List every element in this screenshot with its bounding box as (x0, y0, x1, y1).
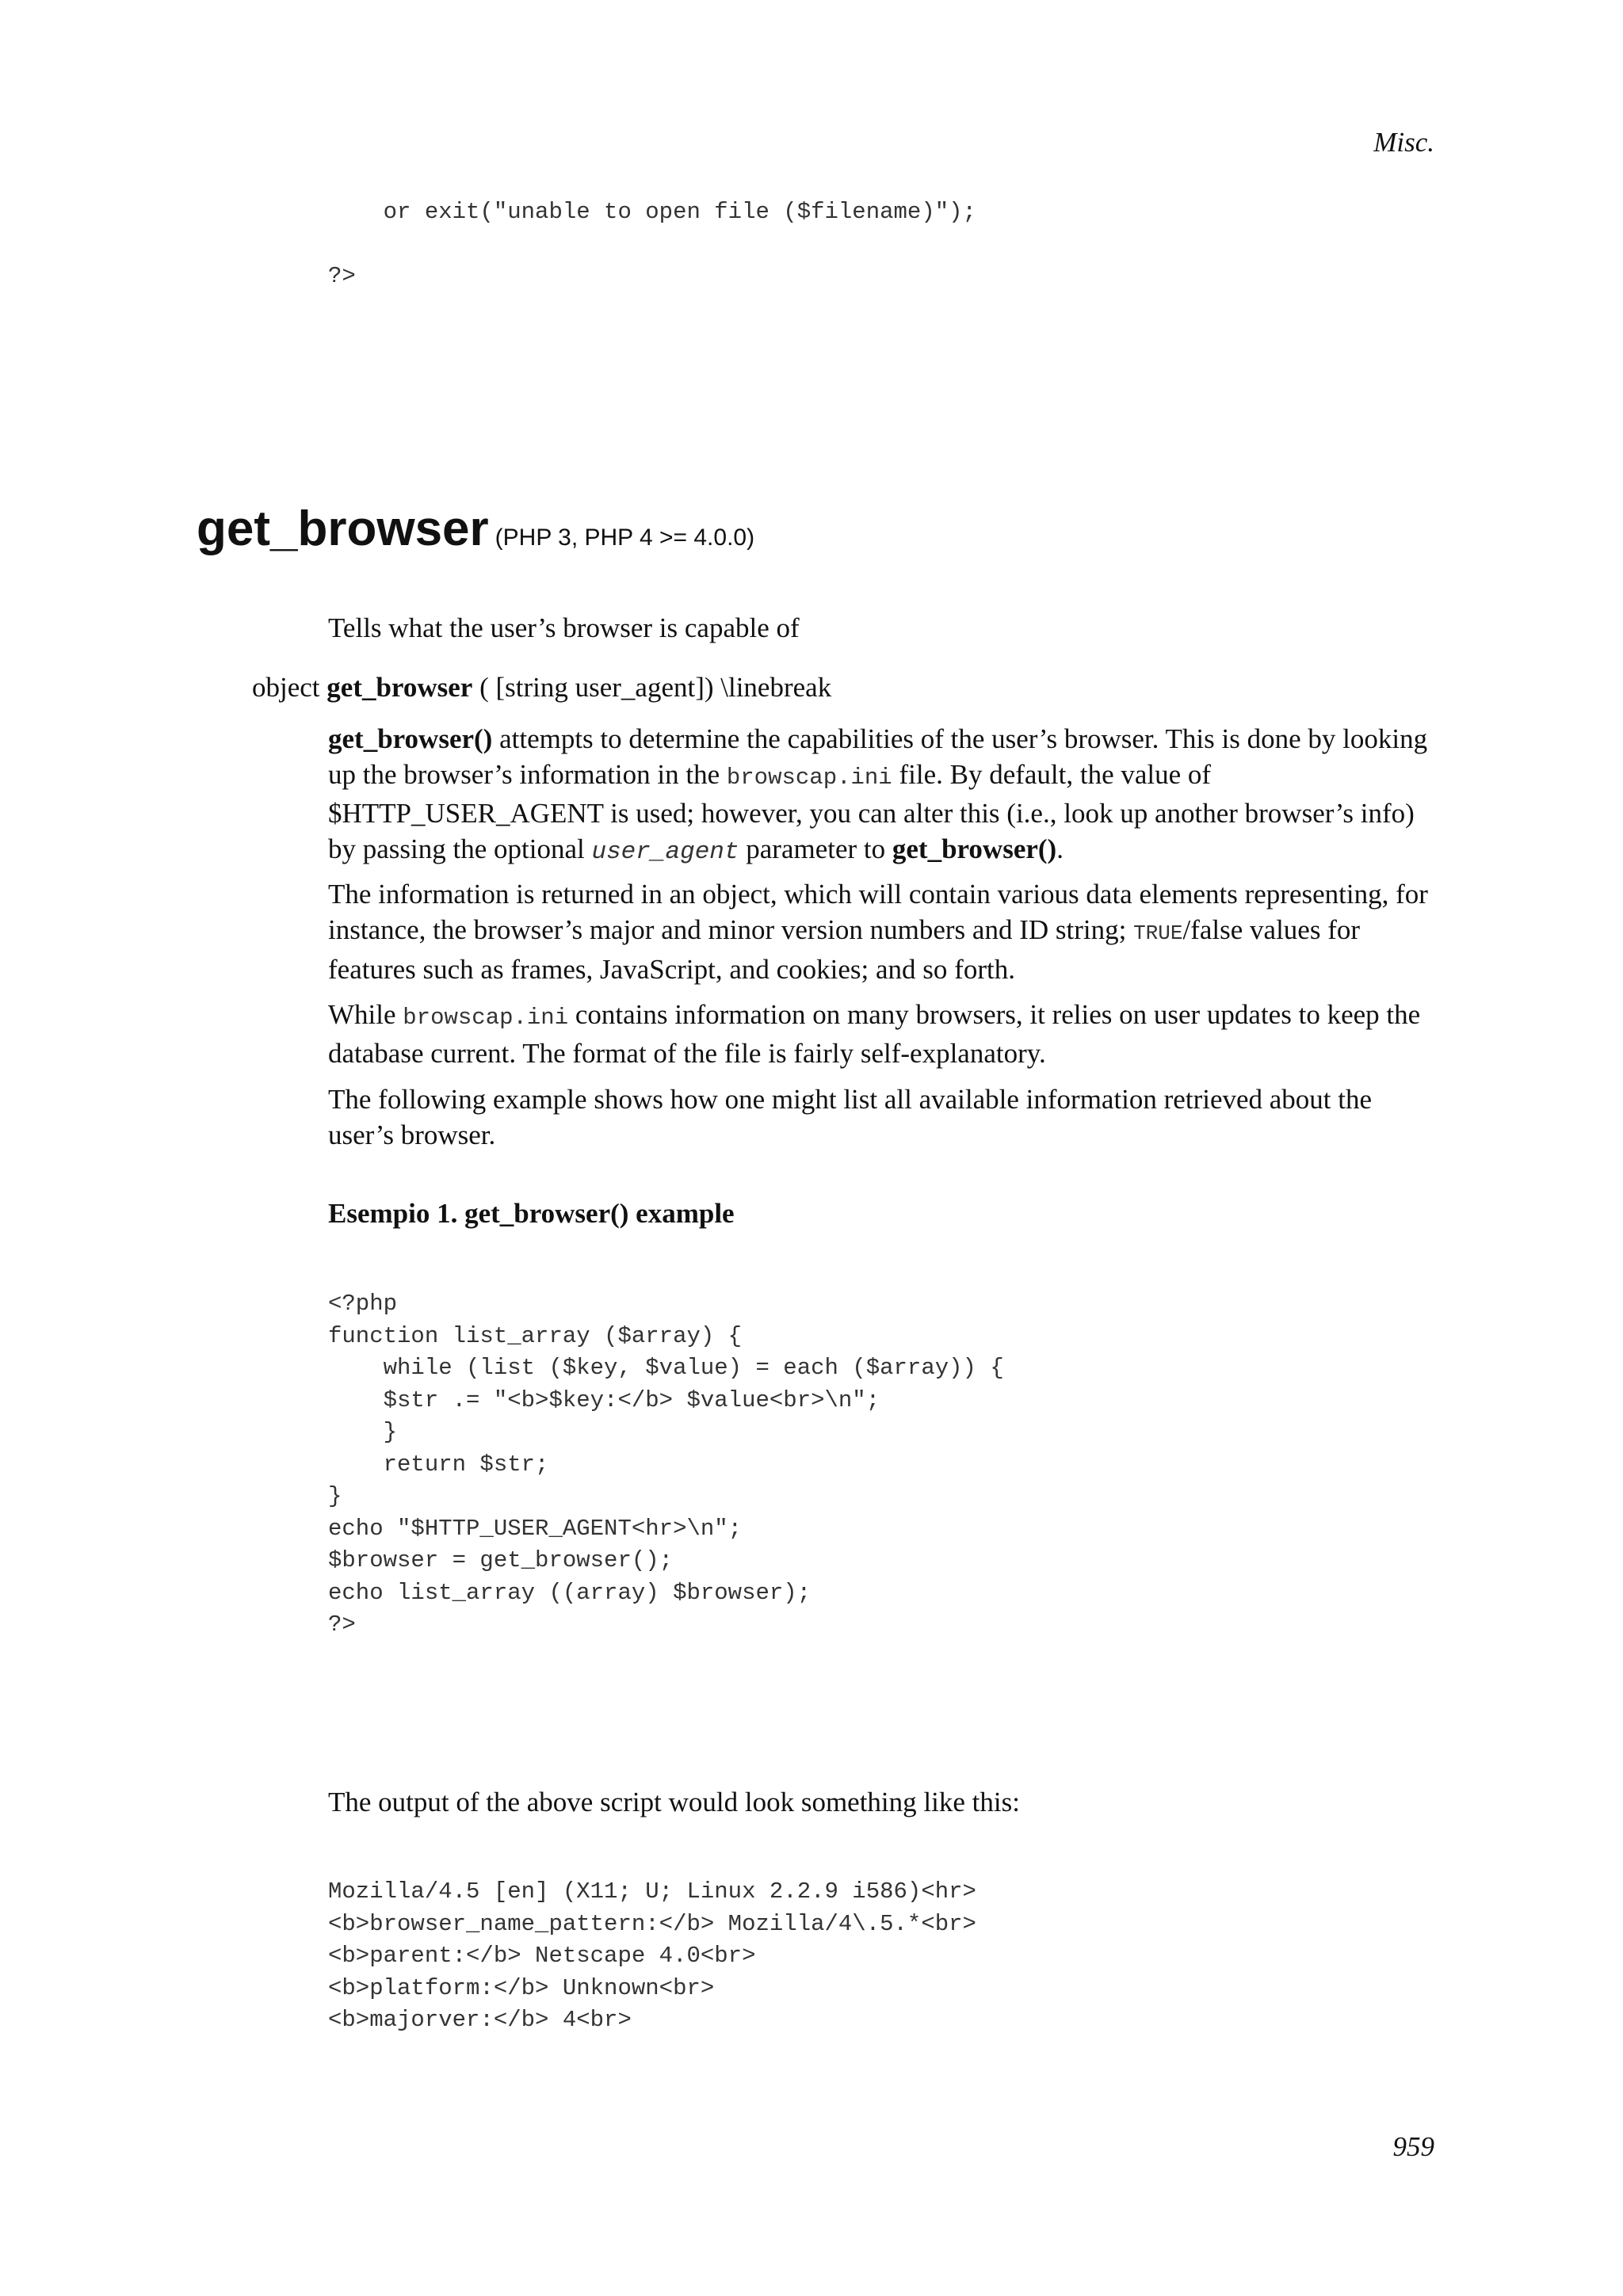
paragraph-text: attempts to determine the capabilities of the user’s browser. This is done by looking up the browser’s information in the (328, 723, 1428, 790)
paragraph-text: /false values for features such as frames, JavaScript, and cookies; and so forth. (328, 914, 1361, 985)
running-header: Misc. (1373, 127, 1434, 158)
function-reference: get_browser() (328, 723, 493, 754)
parameter-literal: user_agent (591, 838, 739, 866)
description-paragraph-3 (328, 997, 1438, 1071)
paragraph-text: The information is returned in an object, which will contain various data elements representing, for instance, the browser’s major and minor version numbers and ID string; (328, 879, 1428, 945)
constant-literal: TRUE (1133, 921, 1183, 945)
purpose-line: Tells what the user’s browser is capable of (328, 612, 800, 643)
description-paragraph-2 (328, 876, 1438, 987)
example-code-block: <?php function list_array ($array) { while (list ($key, $value) = each ($array)) { $str .= "<b>$key:</b> $value<br>\n"; } return $str; } echo "$HTTP_USER_AGENT<hr>\n"; $browser = get_browser(); echo list_array ((array) $browser); ?> (328, 1291, 1004, 1638)
version-info: (PHP 3, PHP 4 >= 4.0.0) (495, 524, 755, 551)
paragraph-text: . (1056, 833, 1064, 864)
paragraph-text: file. By default, the value of $HTTP_USER_AGENT is used; however, you can alter this (i.e., look up another browser’s info) by passing the optional (328, 759, 1415, 864)
entry-title (197, 501, 754, 557)
description-paragraph-4: The following example shows how one might list all available information retrieved about the user’s browser. (328, 1084, 1373, 1150)
paragraph-text: contains information on many browsers, it relies on user updates to keep the database current. The format of the file is fairly self-explanatory. (328, 999, 1421, 1069)
description-paragraph-1 (328, 721, 1438, 870)
example-title: Esempio 1. get_browser() example (328, 1198, 735, 1229)
output-code-block: Mozilla/4.5 [en] (X11; U; Linux 2.2.9 i586)<hr> <b>browser_name_pattern:</b> Mozilla/4\.5.*<br> <b>parent:</b> Netscape 4.0<br> <b>platform:</b> Unknown<br> <b>majorver:</b> 4<br> (328, 1878, 976, 2033)
synopsis-params: ( [string user_agent]) \linebreak (479, 672, 832, 703)
previous-code-block: or exit("unable to open file ($filename)"); ?> (328, 199, 976, 289)
synopsis-function-name: get_browser (327, 672, 473, 703)
filename-literal: browscap.ini (403, 1005, 569, 1031)
page-number: 959 (1392, 2131, 1434, 2162)
output-intro: The output of the above script would look something like this: (328, 1787, 1020, 1817)
function-name-heading: get_browser (197, 502, 489, 556)
return-type: object (252, 672, 320, 703)
function-reference: get_browser() (892, 833, 1057, 864)
paragraph-text: parameter to (739, 833, 892, 864)
paragraph-text: While (328, 999, 403, 1030)
function-synopsis (252, 672, 831, 704)
filename-literal: browscap.ini (726, 765, 892, 791)
